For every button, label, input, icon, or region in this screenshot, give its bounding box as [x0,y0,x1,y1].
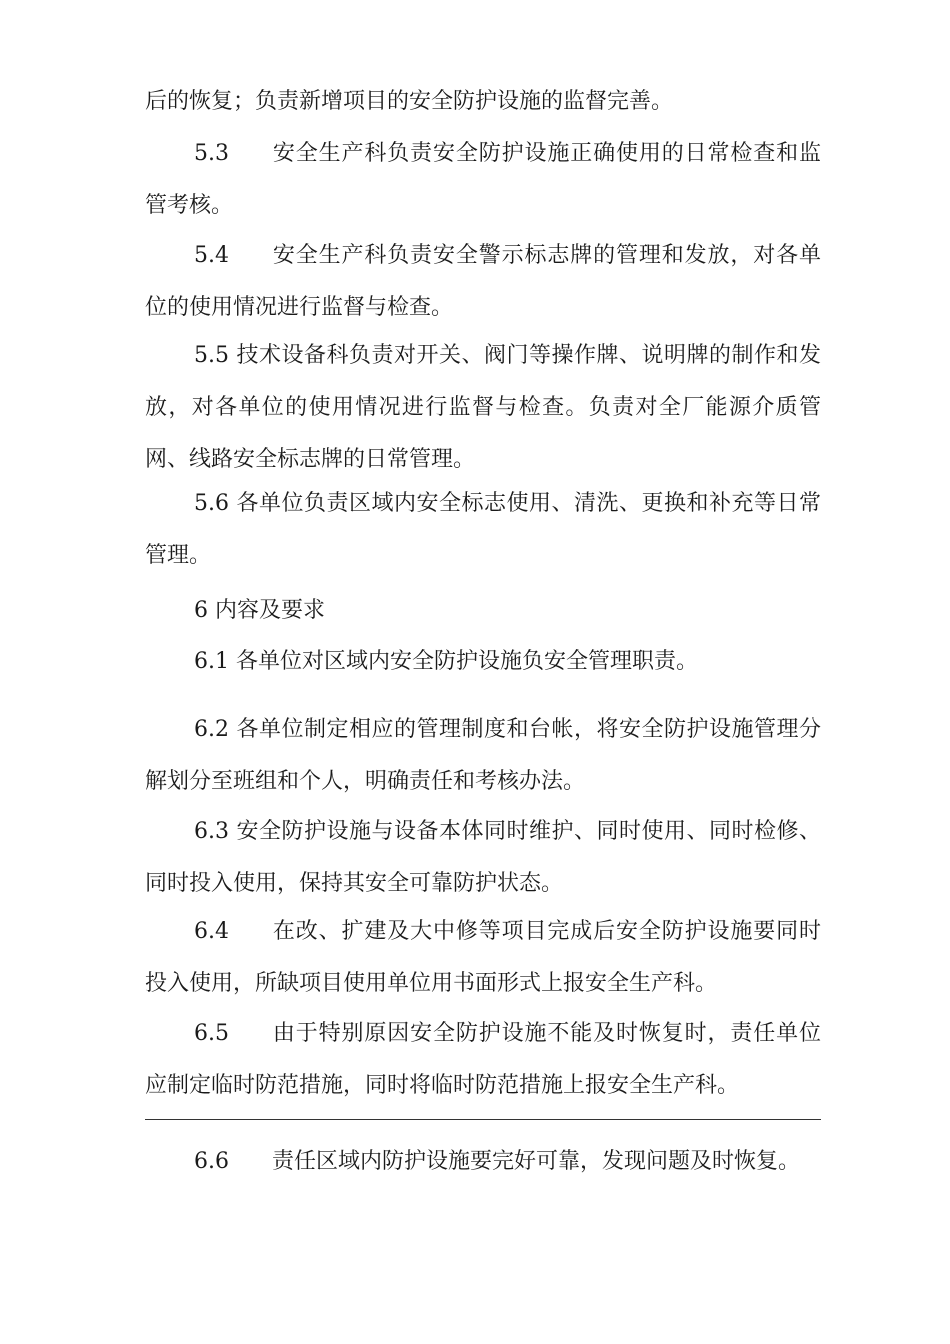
paragraph-text: 6.1 各单位对区域内安全防护设施负安全管理职责。 [194,649,698,674]
paragraph-5-6 [145,478,821,582]
paragraph-text: 6.3 安全防护设施与设备本体同时维护、同时使用、同时检修、同时投入使用，保持其安全可靠防护状态。 [145,819,821,896]
clause-number: 5.4 [194,243,229,268]
clause-number: 6.4 [194,919,229,944]
paragraph-text: 责任区域内防护设施要完好可靠，发现问题及时恢复。 [272,1149,801,1174]
paragraph-6-1 [145,636,821,688]
horizontal-divider [145,1119,821,1120]
paragraph-5-3 [145,128,821,232]
paragraph-text: 由于特别原因安全防护设施不能及时恢复时，责任单位应制定临时防范措施，同时将临时防范措施上报安全生产科。 [145,1021,821,1098]
clause-number: 6.5 [194,1021,229,1046]
section-heading-6 [145,585,821,637]
clause-number: 5.3 [194,141,229,166]
paragraph-6-3 [145,806,821,910]
paragraph-continuation [145,76,821,128]
clause-number: 6.6 [194,1149,229,1174]
paragraph-5-5 [145,330,821,486]
paragraph-text: 5.6 各单位负责区域内安全标志使用、清洗、更换和补充等日常管理。 [145,491,821,568]
paragraph-6-4 [145,906,821,1010]
paragraph-5-4 [145,230,821,334]
paragraph-text: 安全生产科负责安全防护设施正确使用的日常检查和监管考核。 [145,141,821,218]
paragraph-6-2 [145,704,821,808]
paragraph-6-6 [145,1136,821,1188]
paragraph-text: 6.2 各单位制定相应的管理制度和台帐，将安全防护设施管理分解划分至班组和个人，明确责任和考核办法。 [145,717,821,794]
paragraph-text: 在改、扩建及大中修等项目完成后安全防护设施要同时投入使用，所缺项目使用单位用书面形式上报安全生产科。 [145,919,821,996]
heading-text: 6 内容及要求 [194,598,325,623]
paragraph-text: 安全生产科负责安全警示标志牌的管理和发放，对各单位的使用情况进行监督与检查。 [145,243,821,320]
paragraph-text: 后的恢复；负责新增项目的安全防护设施的监督完善。 [145,89,674,114]
paragraph-6-5 [145,1008,821,1112]
paragraph-text: 5.5 技术设备科负责对开关、阀门等操作牌、说明牌的制作和发放，对各单位的使用情况进行监督与检查。负责对全厂能源介质管网、线路安全标志牌的日常管理。 [145,343,821,472]
